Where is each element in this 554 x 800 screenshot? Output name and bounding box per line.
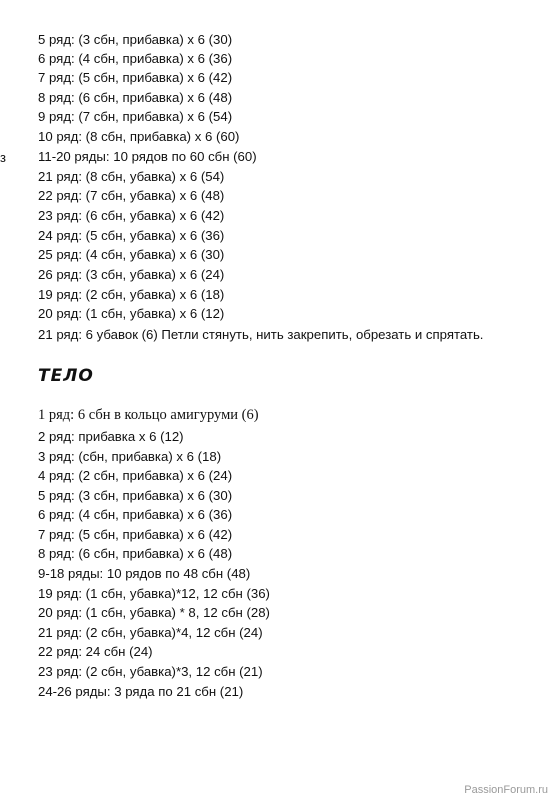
pattern-row: 21 ряд: (2 сбн, убавка)*4, 12 сбн (24) <box>38 625 263 640</box>
pattern-row: 4 ряд: (2 сбн, прибавка) х 6 (24) <box>38 468 233 483</box>
pattern-row: 6 ряд: (4 сбн, прибавка) х 6 (36) <box>38 507 233 522</box>
pattern-row: 9-18 ряды: 10 рядов по 48 сбн (48) <box>38 566 251 581</box>
pattern-row: 2 ряд: прибавка х 6 (12) <box>38 429 184 444</box>
pattern-row: 11-20 ряды: 10 рядов по 60 сбн (60) <box>38 149 257 164</box>
edge-mark: з <box>0 150 6 165</box>
pattern-row: 1 ряд: 6 сбн в кольцо амигуруми (6) <box>38 407 259 423</box>
pattern-row: 10 ряд: (8 сбн, прибавка) х 6 (60) <box>38 129 240 144</box>
pattern-row: 21 ряд: 6 убавок (6) Петли стянуть, нить закрепить, обрезать и спрятать. <box>38 327 484 342</box>
pattern-row: 21 ряд: (8 сбн, убавка) х 6 (54) <box>38 169 225 184</box>
watermark: PassionForum.ru <box>464 784 548 796</box>
pattern-row: 24-26 ряды: 3 ряда по 21 сбн (21) <box>38 684 244 699</box>
section-heading: ТЕЛО <box>38 366 94 386</box>
pattern-row: 20 ряд: (1 сбн, убавка) х 6 (12) <box>38 306 225 321</box>
pattern-row: 22 ряд: (7 сбн, убавка) х 6 (48) <box>38 188 225 203</box>
pattern-row: 22 ряд: 24 сбн (24) <box>38 644 153 659</box>
pattern-row: 3 ряд: (сбн, прибавка) х 6 (18) <box>38 449 222 464</box>
pattern-row: 7 ряд: (5 сбн, прибавка) х 6 (42) <box>38 70 233 85</box>
pattern-row: 8 ряд: (6 сбн, прибавка) х 6 (48) <box>38 90 233 105</box>
pattern-row: 5 ряд: (3 сбн, прибавка) х 6 (30) <box>38 488 233 503</box>
pattern-row: 7 ряд: (5 сбн, прибавка) х 6 (42) <box>38 527 233 542</box>
pattern-row: 5 ряд: (3 сбн, прибавка) х 6 (30) <box>38 32 233 47</box>
pattern-row: 19 ряд: (1 сбн, убавка)*12, 12 сбн (36) <box>38 586 270 601</box>
pattern-row: 23 ряд: (2 сбн, убавка)*3, 12 сбн (21) <box>38 664 263 679</box>
pattern-row: 9 ряд: (7 сбн, прибавка) х 6 (54) <box>38 109 233 124</box>
pattern-row: 19 ряд: (2 сбн, убавка) х 6 (18) <box>38 287 225 302</box>
pattern-row: 26 ряд: (3 сбн, убавка) х 6 (24) <box>38 267 225 282</box>
pattern-row: 24 ряд: (5 сбн, убавка) х 6 (36) <box>38 228 225 243</box>
pattern-row: 23 ряд: (6 сбн, убавка) х 6 (42) <box>38 208 225 223</box>
pattern-row: 6 ряд: (4 сбн, прибавка) х 6 (36) <box>38 51 233 66</box>
pattern-row: 8 ряд: (6 сбн, прибавка) х 6 (48) <box>38 546 233 561</box>
pattern-row: 25 ряд: (4 сбн, убавка) х 6 (30) <box>38 247 225 262</box>
pattern-row: 20 ряд: (1 сбн, убавка) * 8, 12 сбн (28) <box>38 605 270 620</box>
